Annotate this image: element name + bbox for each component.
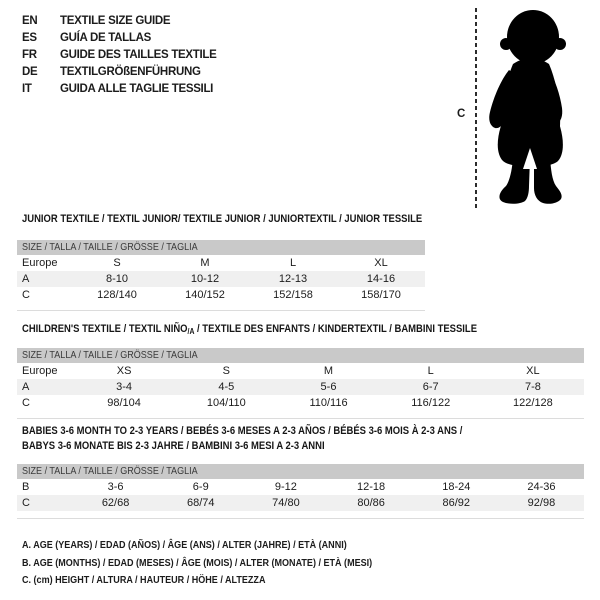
note-age-months (22, 555, 429, 573)
language-title: TEXTILE SIZE GUIDE (60, 15, 171, 27)
legend-notes (22, 537, 429, 590)
height-measure-dashed-line (475, 8, 477, 210)
table-cell: 68/74 (186, 497, 215, 509)
row-label: C (22, 397, 30, 409)
table-row-height (17, 287, 425, 303)
table-cell: 74/80 (272, 497, 300, 509)
row-label: C (22, 289, 30, 301)
table-cell: 116/122 (411, 397, 451, 409)
table-row-age (17, 271, 425, 287)
table-cell: 92/98 (527, 497, 556, 509)
table-cell: XL (374, 257, 388, 269)
baby-silhouette-icon (486, 8, 578, 210)
language-title: TEXTILGRÖßENFÜHRUNG (60, 66, 201, 78)
size-header-bar (17, 464, 584, 479)
language-row-it (22, 81, 217, 98)
table-bottom-rule (17, 518, 584, 519)
row-label: A (22, 381, 30, 393)
table-cell: 110/116 (309, 397, 348, 409)
junior-size-table (17, 240, 425, 311)
table-cell: 98/104 (107, 397, 141, 409)
title-subscript: /A (187, 327, 195, 336)
table-bottom-rule (17, 418, 584, 419)
table-cell: 104/110 (206, 397, 246, 409)
table-cell: 9-12 (274, 481, 297, 493)
title-part: CHILDREN'S TEXTILE / TEXTIL NIÑO (22, 323, 188, 335)
table-row-age (17, 379, 584, 395)
table-cell: 122/128 (513, 397, 553, 409)
table-cell: 24-36 (527, 481, 556, 493)
language-row-en (22, 13, 217, 30)
table-cell: 140/152 (185, 289, 225, 301)
table-row-months (17, 479, 584, 495)
children-size-table (17, 348, 584, 419)
table-row-height (17, 395, 584, 411)
language-code: ES (22, 32, 37, 44)
language-row-es (22, 30, 217, 47)
note-age-years (22, 537, 429, 555)
table-cell: 6-7 (422, 381, 439, 393)
table-cell: 18-24 (442, 481, 471, 493)
babies-title-line1: BABIES 3-6 MONTH TO 2-3 YEARS / BEBÉS 3-6 MESES A 2-3 AÑOS / BÉBÉS 3-6 MOIS À 2-3 ANS / (22, 425, 463, 437)
babies-size-table (17, 464, 584, 519)
language-list (22, 13, 217, 98)
table-bottom-rule (17, 310, 425, 311)
language-code: IT (22, 83, 32, 95)
junior-section-title (22, 213, 487, 225)
table-cell: S (113, 257, 121, 269)
babies-section-title (22, 424, 534, 454)
size-header-bar (17, 240, 425, 255)
table-cell: 3-6 (107, 481, 124, 493)
table-cell: 12-18 (357, 481, 386, 493)
table-cell: L (289, 257, 297, 269)
row-label: Europe (22, 365, 58, 377)
table-row-europe (17, 255, 425, 271)
table-cell: 80/86 (357, 497, 385, 509)
table-cell: 86/92 (442, 497, 471, 509)
children-section-title (22, 323, 551, 336)
language-title: GUIDA ALLE TAGLIE TESSILI (60, 83, 214, 95)
table-cell: 158/170 (361, 289, 401, 301)
table-row-height (17, 495, 584, 511)
language-code: FR (22, 49, 37, 61)
table-cell: 8-10 (105, 273, 129, 285)
title-part: / TEXTILE DES ENFANTS / KINDERTEXTIL / BAMBINI TESSILE (194, 323, 478, 335)
junior-section-title-text: JUNIOR TEXTILE / TEXTIL JUNIOR/ TEXTILE JUNIOR / JUNIORTEXTIL / JUNIOR TESSILE (22, 213, 423, 225)
table-cell: 62/68 (101, 497, 130, 509)
row-label: C (22, 497, 30, 509)
table-cell: 4-5 (218, 381, 235, 393)
row-label: B (22, 481, 30, 493)
size-header-text: SIZE / TALLA / TAILLE / GRÖSSE / TAGLIA (22, 241, 198, 253)
language-row-de (22, 64, 217, 81)
size-header-bar (17, 348, 584, 363)
table-cell: 5-6 (320, 381, 337, 393)
row-label: A (22, 273, 30, 285)
children-section-title-text (22, 323, 477, 336)
table-cell: XL (526, 365, 540, 377)
language-title: GUIDE DES TAILLES TEXTILE (60, 49, 217, 61)
size-header-text: SIZE / TALLA / TAILLE / GRÖSSE / TAGLIA (22, 349, 198, 361)
table-cell: 6-9 (192, 481, 209, 493)
table-cell: M (323, 365, 334, 377)
table-cell: 128/140 (97, 289, 137, 301)
table-row-europe (17, 363, 584, 379)
note-height-cm (22, 572, 429, 590)
babies-title-line2: BABYS 3-6 MONATE BIS 2-3 JAHRE / BAMBINI 3-6 MESI A 2-3 ANNI (22, 440, 325, 452)
size-header-text: SIZE / TALLA / TAILLE / GRÖSSE / TAGLIA (22, 465, 198, 477)
table-cell: M (200, 257, 210, 269)
height-measure-label: C (457, 108, 466, 120)
table-cell: 152/158 (273, 289, 313, 301)
table-cell: 14-16 (366, 273, 396, 285)
language-row-fr (22, 47, 217, 64)
table-cell: S (222, 365, 230, 377)
table-cell: 7-8 (524, 381, 541, 393)
table-cell: 3-4 (116, 381, 133, 393)
language-title: GUÍA DE TALLAS (60, 32, 151, 44)
table-cell: 12-13 (278, 273, 308, 285)
language-code: EN (22, 15, 38, 27)
table-cell: XS (116, 365, 132, 377)
note-text: C. (cm) HEIGHT / ALTURA / HAUTEUR / HÖHE / ALTEZZA (22, 574, 266, 586)
table-cell: 10-12 (190, 273, 220, 285)
table-cell: L (427, 365, 434, 377)
note-text: B. AGE (MONTHS) / EDAD (MESES) / ÂGE (MOIS) / ALTER (MONATE) / ETÀ (MESI) (22, 556, 373, 569)
note-text: A. AGE (YEARS) / EDAD (AÑOS) / ÂGE (ANS) / ALTER (JAHRE) / ETÀ (ANNI) (22, 539, 347, 551)
language-code: DE (22, 66, 38, 78)
row-label: Europe (22, 257, 58, 269)
